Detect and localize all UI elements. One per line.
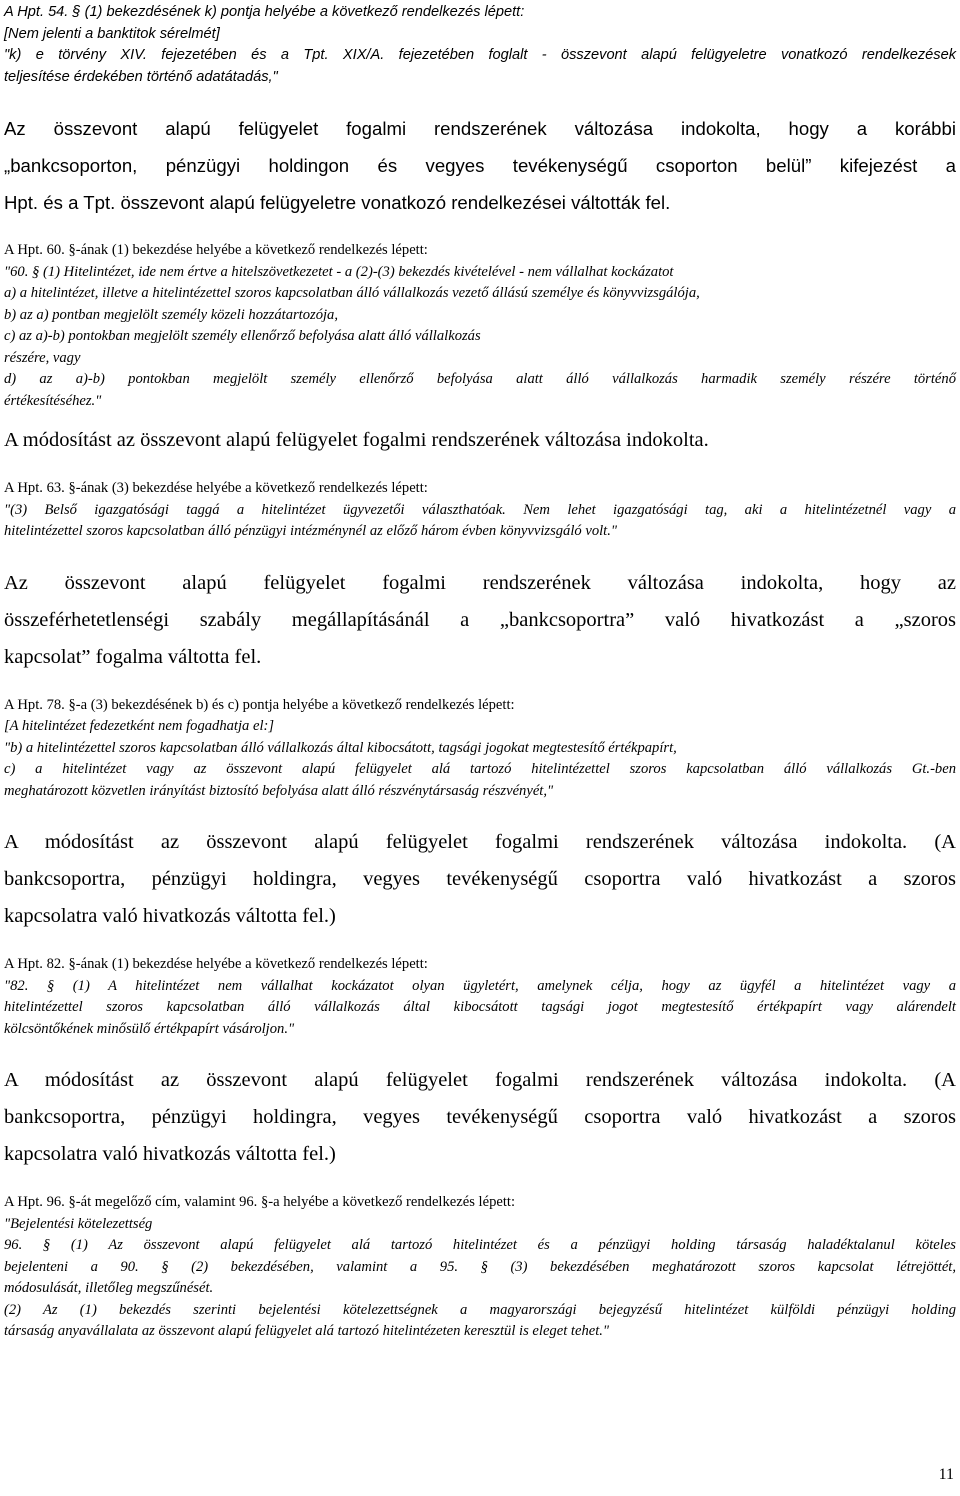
amendment-line: módosulását, illetőleg megszűnését. (4, 1280, 214, 1296)
amendment-text (4, 478, 956, 543)
amendment-reference: A Hpt. 78. §-a (3) bekezdésének b) és c) pontja helyébe a következő rendelkezés lépett: (4, 696, 515, 713)
commentary-line: Az összevont alapú felügyelet fogalmi rendszerének változása indokolta, hogy a korábbi (4, 118, 956, 139)
amendment-text (4, 240, 956, 412)
amendment-line: "b) a hitelintézettel szoros kapcsolatban álló vállalkozás által kibocsátott, tagsági jogokat megtestesítő értékpapírt, (4, 739, 677, 756)
commentary-line: bankcsoportra, pénzügyi holdingra, vegyes tevékenységű csoportra való hivatkozást a szoros (4, 1106, 956, 1128)
amendment-text (4, 1192, 956, 1343)
amendment-line: c) az a)-b) pontokban megjelölt személy ellenőrző befolyása alatt álló vállalkozás (4, 328, 481, 344)
amendment-reference: A Hpt. 60. §-ának (1) bekezdése helyébe a következő rendelkezés lépett: (4, 242, 428, 258)
amendment-line: társaság anyavállalata az összevont alapú felügyelet alá tartozó hitelintézeten keresztül is eleget tehet." (4, 1323, 610, 1339)
commentary (4, 565, 956, 676)
commentary-line: kapcsolatra való hivatkozás váltotta fel.) (4, 1143, 336, 1165)
amendment-hpt-60 (4, 240, 956, 459)
amendment-line: "k) e törvény XIV. fejezetében és a Tpt. XIX/A. fejezetében foglalt - összevont alapú felügyeletre vonatkozó rendelkezések (4, 47, 956, 63)
amendment-line: [Nem jelenti a banktitok sérelmét] (4, 25, 220, 42)
commentary-line: kapcsolat” fogalma váltotta fel. (4, 645, 262, 668)
amendment-line: a) a hitelintézet, illetve a hitelintézettel szoros kapcsolatban álló vállalkozás vezető állású személye és könyvvizsgálója, (4, 285, 700, 301)
commentary-line: A módosítást az összevont alapú felügyelet fogalmi rendszerének változása indokolta. (4, 429, 709, 451)
commentary (4, 824, 956, 935)
commentary-line: „bankcsoporton, pénzügyi holdingon és vegyes tevékenységű csoporton belül” kifejezést a (4, 155, 956, 176)
commentary (4, 110, 956, 221)
commentary-line: A módosítást az összevont alapú felügyelet fogalmi rendszerének változása indokolta. (A (4, 1069, 956, 1091)
page-number: 11 (938, 1466, 954, 1483)
amendment-reference: A Hpt. 96. §-át megelőző cím, valamint 96. §-a helyébe a következő rendelkezés lépett: (4, 1194, 516, 1210)
amendment-text (4, 954, 956, 1040)
amendment-line: teljesítése érdekében történő adatátadás," (4, 68, 278, 85)
amendment-reference: A Hpt. 82. §-ának (1) bekezdése helyébe a következő rendelkezés lépett: (4, 956, 428, 972)
amendment-hpt-54 (4, 2, 956, 221)
amendment-line: [A hitelintézet fedezetként nem fogadhatja el:] (4, 718, 275, 734)
amendment-line: részére, vagy (4, 349, 81, 366)
commentary-line: bankcsoportra, pénzügyi holdingra, vegyes tevékenységű csoportra való hivatkozást a szoros (4, 868, 956, 890)
amendment-line: kölcsöntőkének minősülő értékpapírt vásároljon." (4, 1020, 295, 1037)
amendment-line: "Bejelentési kötelezettség (4, 1215, 153, 1232)
amendment-text (4, 2, 956, 88)
amendment-text (4, 695, 956, 803)
commentary (4, 422, 956, 459)
amendment-hpt-78 (4, 695, 956, 936)
commentary-line: Hpt. és a Tpt. összevont alapú felügyeletre vonatkozó rendelkezései váltották fel. (4, 192, 671, 213)
amendment-line: 96. § (1) Az összevont alapú felügyelet alá tartozó hitelintézet és a pénzügyi holding társaság haladéktalanul köteles (4, 1237, 956, 1253)
amendment-line: értékesítéséhez." (4, 392, 102, 409)
amendment-hpt-82 (4, 954, 956, 1173)
amendment-line: d) az a)-b) pontokban megjelölt személy ellenőrző befolyása alatt álló vállalkozás harmadik személy részére történő (4, 371, 956, 387)
commentary-line: Az összevont alapú felügyelet fogalmi rendszerének változása indokolta, hogy az (4, 571, 956, 594)
amendment-line: c) a hitelintézet vagy az összevont alapú felügyelet alá tartozó hitelintézettel szoros kapcsolatban álló vállalkozás Gt.-ben (4, 761, 956, 777)
amendment-line: meghatározott közvetlen irányítást biztosító befolyása alatt álló részvénytársaság részvényét," (4, 782, 554, 799)
amendment-hpt-63 (4, 478, 956, 676)
document-page (4, 2, 956, 1343)
amendment-line: hitelintézettel szoros kapcsolatban álló vállalkozás által kibocsátott tagsági jogot megtestesítő értékpapírt vagy alárendelt (4, 999, 956, 1015)
amendment-line: "(3) Belső igazgatósági taggá a hitelintézet ügyvezetői választhatóak. Nem lehet igazgatósági tag, aki a hitelintézetnél vagy a (4, 501, 956, 518)
amendment-hpt-96 (4, 1192, 956, 1343)
commentary-line: összeférhetetlenségi szabály megállapításánál a „bankcsoportra” való hivatkozást a „szoros (4, 608, 956, 631)
amendment-line: "60. § (1) Hitelintézet, ide nem értve a hitelszövetkezetet - a (2)-(3) bekezdés kivételével - nem vállalhat kockázatot (4, 263, 674, 280)
commentary-line: A módosítást az összevont alapú felügyelet fogalmi rendszerének változása indokolta. (A (4, 831, 956, 853)
amendment-line: (2) Az (1) bekezdés szerinti bejelentési kötelezettségnek a magyarországi bejegyzésű hitelintézet külföldi pénzügyi holding (4, 1301, 956, 1318)
amendment-line: b) az a) pontban megjelölt személy közeli hozzátartozója, (4, 306, 339, 323)
amendment-line: bejelenteni a 90. § (2) bekezdésében, valamint a 95. § (3) bekezdésében meghatározott szoros kapcsolat létrejöttét, (4, 1258, 956, 1275)
amendment-reference: A Hpt. 63. §-ának (3) bekezdése helyébe a következő rendelkezés lépett: (4, 480, 428, 496)
amendment-reference: A Hpt. 54. § (1) bekezdésének k) pontja helyébe a következő rendelkezés lépett: (4, 4, 525, 20)
amendment-line: "82. § (1) A hitelintézet nem vállalhat kockázatot olyan ügyletért, amelynek célja, hogy az ügyfél a hitelintézet vagy a (4, 977, 956, 994)
amendment-line: hitelintézettel szoros kapcsolatban álló pénzügyi intézménynél az előző három évben könyvvizsgáló volt." (4, 523, 618, 539)
commentary-line: kapcsolatra való hivatkozás váltotta fel.) (4, 905, 336, 927)
commentary (4, 1062, 956, 1173)
